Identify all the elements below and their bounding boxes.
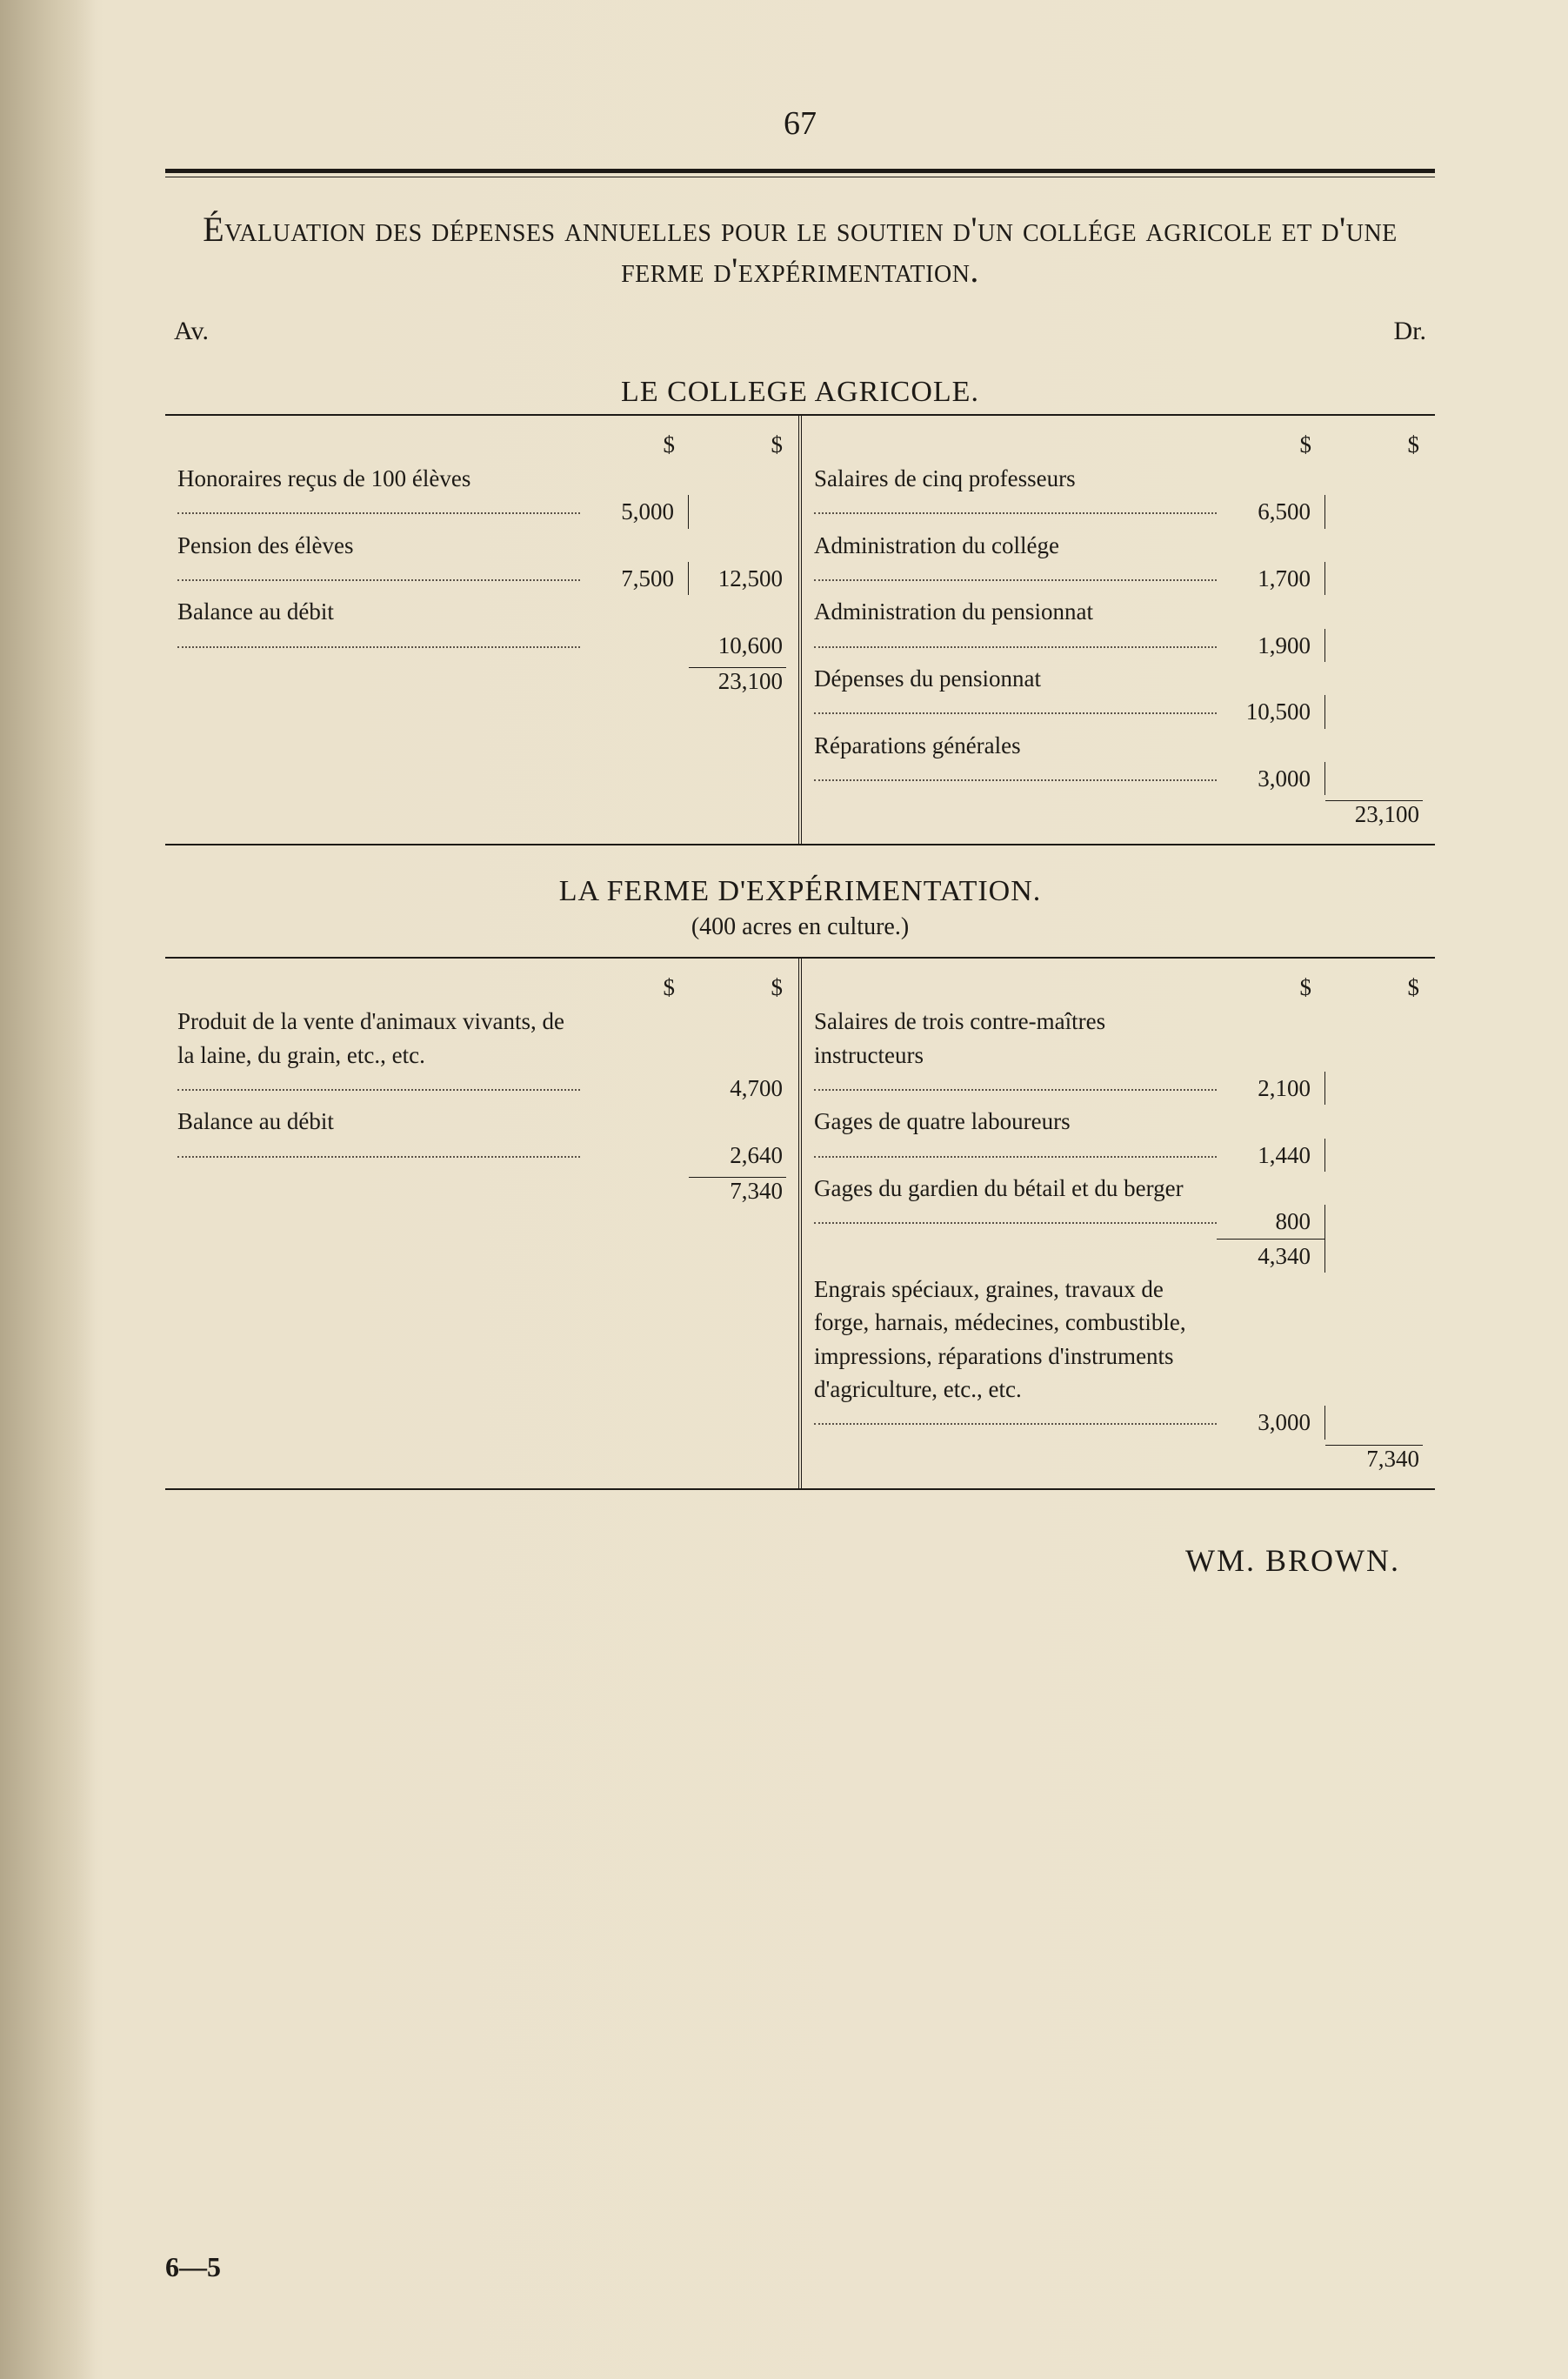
ledger-entry xyxy=(814,529,1423,596)
college-debit-total: 23,100 xyxy=(1325,800,1423,828)
entry-label: Gages de quatre laboureurs xyxy=(814,1108,1071,1135)
farm-account xyxy=(165,957,1435,1489)
entry-amount: 4,700 xyxy=(730,1074,783,1101)
college-account xyxy=(165,414,1435,845)
entry-amount-sub: 1,700 xyxy=(1217,562,1325,595)
page-number: 67 xyxy=(784,105,817,142)
footer-mark: 6—5 xyxy=(165,2251,221,2282)
farm-credit-total: 7,340 xyxy=(689,1177,786,1205)
entry-amount-sub: 2,100 xyxy=(1217,1072,1325,1105)
currency-symbol: $ xyxy=(771,431,783,458)
dot-leader xyxy=(177,1156,580,1158)
header-rule-thick xyxy=(165,169,1435,173)
entry-label: Produit de la vente d'animaux vivants, de la laine, du grain, etc., etc. xyxy=(177,1008,565,1068)
entry-label: Réparations générales xyxy=(814,732,1021,758)
entry-label: Honoraires reçus de 100 élèves xyxy=(177,465,471,491)
entry-label-cell xyxy=(814,462,1217,529)
dot-leader xyxy=(814,579,1217,581)
entry-label-cell xyxy=(814,662,1217,729)
currency-symbol: $ xyxy=(1299,431,1311,458)
ledger-entry xyxy=(814,729,1423,796)
ledger-entry xyxy=(814,662,1423,729)
farm-debit-total: 7,340 xyxy=(1325,1445,1423,1473)
entry-label: Salaires de trois contre-maîtres instructeurs xyxy=(814,1008,1106,1068)
farm-heading: LA FERME D'EXPÉRIMENTATION. xyxy=(558,875,1042,908)
ledger-entry xyxy=(177,1005,786,1105)
ledger-entry xyxy=(177,595,786,662)
college-debit-total-row xyxy=(814,800,1423,828)
farm-debit-currency-row xyxy=(814,974,1423,1001)
dot-leader xyxy=(814,512,1217,514)
farm-subheading: (400 acres en culture.) xyxy=(691,913,910,941)
dot-leader xyxy=(177,1089,580,1091)
dot-leader xyxy=(814,1423,1217,1425)
currency-symbol: $ xyxy=(663,431,675,458)
ledger-entry xyxy=(814,1005,1423,1105)
entry-amount-sub: 3,000 xyxy=(1217,1406,1325,1439)
ledger-entry xyxy=(814,1273,1423,1440)
entry-label-cell xyxy=(814,1105,1217,1172)
ledger-entry xyxy=(814,462,1423,529)
dot-leader xyxy=(814,1222,1217,1224)
ledger-entry xyxy=(177,1105,786,1172)
entry-label: Administration du pensionnat xyxy=(814,598,1093,625)
entry-amount-sub: 7,500 xyxy=(580,562,689,595)
side-labels xyxy=(174,317,1426,346)
college-credit-currency-row xyxy=(177,431,786,458)
farm-credit-side xyxy=(165,959,802,1487)
ledger-entry xyxy=(177,462,786,529)
ledger-entry xyxy=(814,1172,1423,1239)
entry-amount-sub: 5,000 xyxy=(580,495,689,528)
currency-symbol: $ xyxy=(1407,974,1419,1001)
entry-label-cell xyxy=(814,1005,1217,1105)
entry-label-cell xyxy=(177,529,580,596)
entry-amount-sub: 3,000 xyxy=(1217,762,1325,795)
dot-leader xyxy=(814,712,1217,714)
entry-amount: 10,600 xyxy=(717,632,783,658)
college-credit-side xyxy=(165,416,802,844)
entry-label-cell xyxy=(177,1005,580,1105)
entry-amount-sub: 1,900 xyxy=(1217,629,1325,662)
dot-leader xyxy=(177,579,580,581)
entry-label: Gages du gardien du bétail et du berger xyxy=(814,1174,1184,1201)
college-debit-currency-row xyxy=(814,431,1423,458)
entry-amount: 12,500 xyxy=(717,565,783,591)
dot-leader xyxy=(814,646,1217,648)
entry-label-cell xyxy=(814,1273,1217,1440)
entry-label: Salaires de cinq professeurs xyxy=(814,465,1076,491)
currency-symbol: $ xyxy=(771,974,783,1001)
entry-amount-sub: 1,440 xyxy=(1217,1139,1325,1172)
entry-amount-sub: 6,500 xyxy=(1217,495,1325,528)
entry-label-cell xyxy=(177,462,580,529)
ledger-entry xyxy=(814,595,1423,662)
dot-leader xyxy=(814,1089,1217,1091)
entry-amount: 2,640 xyxy=(730,1141,783,1168)
entry-label-cell xyxy=(177,595,580,662)
currency-symbol: $ xyxy=(1299,974,1311,1001)
farm-credit-total-row xyxy=(177,1177,786,1205)
ledger-entry xyxy=(814,1105,1423,1172)
document-title: Évaluation des dépenses annuelles pour le soutien d'un collége agricole et d'une ferme d'expérimentation. xyxy=(203,210,1398,290)
entry-label-cell xyxy=(814,595,1217,662)
entry-label: Pension des élèves xyxy=(177,531,354,558)
entry-label: Balance au débit xyxy=(177,598,334,625)
entry-label-cell xyxy=(177,1105,580,1172)
college-credit-total-row xyxy=(177,667,786,695)
currency-symbol: $ xyxy=(1407,431,1419,458)
entry-label-cell xyxy=(814,529,1217,596)
entry-amount-sub: 10,500 xyxy=(1217,695,1325,728)
debit-side-label: Dr. xyxy=(1393,317,1426,345)
dot-leader xyxy=(177,646,580,648)
credit-side-label: Av. xyxy=(174,317,209,345)
page-binding-shadow xyxy=(0,0,96,2379)
entry-label: Engrais spéciaux, graines, travaux de forge, harnais, médecines, combustible, impressions, réparations d'instruments d'agriculture, etc., etc. xyxy=(814,1275,1186,1402)
college-heading: LE COLLEGE AGRICOLE. xyxy=(621,376,979,408)
entry-label: Administration du collége xyxy=(814,531,1059,558)
entry-label-cell xyxy=(814,1172,1217,1239)
ledger-subtotal xyxy=(814,1239,1423,1273)
entry-label: Dépenses du pensionnat xyxy=(814,665,1041,692)
college-credit-total: 23,100 xyxy=(689,667,786,695)
dot-leader xyxy=(814,1156,1217,1158)
currency-symbol: $ xyxy=(663,974,675,1001)
entry-amount-subtotal: 4,340 xyxy=(1217,1239,1325,1273)
farm-credit-currency-row xyxy=(177,974,786,1001)
signature: WM. BROWN. xyxy=(1185,1542,1400,1578)
dot-leader xyxy=(814,779,1217,781)
dot-leader xyxy=(177,512,580,514)
farm-debit-total-row xyxy=(814,1445,1423,1473)
document-content xyxy=(165,104,1435,1579)
entry-amount-sub: 800 xyxy=(1217,1205,1325,1238)
farm-debit-side xyxy=(802,959,1435,1487)
entry-label: Balance au débit xyxy=(177,1108,334,1135)
ledger-entry xyxy=(177,529,786,596)
entry-label-cell xyxy=(814,729,1217,796)
college-debit-side xyxy=(802,416,1435,844)
